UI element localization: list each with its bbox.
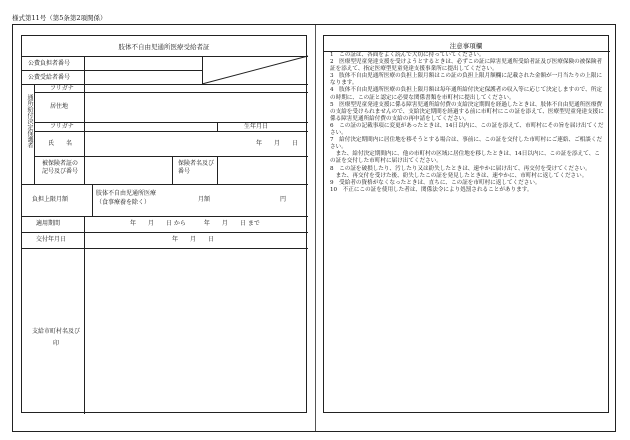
furigana-label: フリガナ xyxy=(50,85,74,92)
copay-label: 負担上限月額 xyxy=(32,196,69,203)
fold-line xyxy=(315,25,316,431)
monthly-label: 月額 xyxy=(198,196,211,203)
issue-date-label: 交付年月日 xyxy=(36,236,67,243)
insurer-name-label: 保険者名及び番号 xyxy=(178,160,215,175)
address-label: 居住地 xyxy=(50,103,69,110)
municipality-label: 支給市町村名及び印 xyxy=(32,328,81,347)
notes-title: 注意事項欄 xyxy=(449,42,483,50)
issue-date-value: 年 月 日 xyxy=(172,236,215,243)
birthdate-label: 生年月日 xyxy=(244,123,269,130)
birthdate-units: 年 月 日 xyxy=(256,140,299,147)
note-item: 3 肢体不自由児通所医療の負担上限月額はこの証の負担上限月額欄に記載された金額が一月当たりの上限になります。 xyxy=(330,73,603,87)
copay-description: 肢体不自由児通所医療（食事療養を除く） xyxy=(96,190,157,206)
name-label: 氏 名 xyxy=(48,140,73,147)
note-item: 10 不正にこの証を使用した者は、関係法令により処罰されることがあります。 xyxy=(330,186,533,193)
payer-number-label: 公費負担者番号 xyxy=(28,60,71,67)
note-item: 5 医療型児童発達支援に係る障害児通所給付費の支給決定期間を経過したときは、肢体不自由児通所医療費の支給を受けられませんので、支給決定期間を経過する前に市町村にこの証を添えて、医療型児童発達支援に係る障害児通所給付費の支給の再申請をしてください。 xyxy=(330,101,604,122)
note-item: 9 受給者の資格がなくなったときは、直ちに、この証を市町村に返してください。 xyxy=(330,179,541,186)
form-number: 様式第11号（第5条第2項関係） xyxy=(12,14,107,22)
note-item: また、再交付を受けた後、紛失したこの証を発見したときは、速やかに、市町村に返してください。 xyxy=(330,172,588,179)
certificate-title: 肢体不自由児通所医療受給者証 xyxy=(118,43,210,51)
furigana-label-2: フリガナ xyxy=(50,123,74,130)
insurer-card-label: 被保険者証の記号及び番号 xyxy=(42,160,79,175)
certificate-sheet xyxy=(12,24,616,432)
period-value: 年 月 日 から 年 月 日 まで xyxy=(130,220,260,227)
notes-list xyxy=(330,52,604,194)
note-item: 1 この証は、各面をよく読んで大切に持っていてください。 xyxy=(330,52,485,58)
note-item: 2 医療型児童発達支援を受けようとするときは、必ずこの証に障害児通所受給者証及び医療保険の被保険者証を添えて、指定医療型児童発達支援事業所に提出してください。 xyxy=(330,59,603,73)
guardian-group-label: 通所給付決定保護者 xyxy=(26,94,33,148)
certificate-panel xyxy=(21,35,307,413)
period-label: 適用期間 xyxy=(36,220,61,227)
notes-panel xyxy=(323,35,609,413)
note-item: 6 この証の記載事項に変更があったときは、14日以内に、この証を添えて、市町村にその旨を届け出てください。 xyxy=(330,122,604,137)
recipient-number-label: 公費受給者番号 xyxy=(28,74,71,81)
yen-unit: 円 xyxy=(280,196,287,203)
note-item: また、給付決定期間内に、他の市町村の区域に居住地を移したときは、14日以内に、この証を添えて、この証を交付した市町村に届け出てください。 xyxy=(330,151,600,165)
note-item: 8 この証を破損したり、汚したり又は紛失したときは、速やかに届け出て、再交付を受けてください。 xyxy=(330,165,591,172)
note-item: 7 給付決定期間内に居住地を移そうとする場合は、事前に、この証を交付した市町村にご連絡、ご相談ください。 xyxy=(330,137,603,151)
note-item: 4 肢体不自由児通所医療の負担上限月額は毎年通所給付決定保護者の収入等に応じて決定しますので、所定の時期に、この証と認定に必要な関係書類を市町村に提出してください。 xyxy=(330,87,602,101)
